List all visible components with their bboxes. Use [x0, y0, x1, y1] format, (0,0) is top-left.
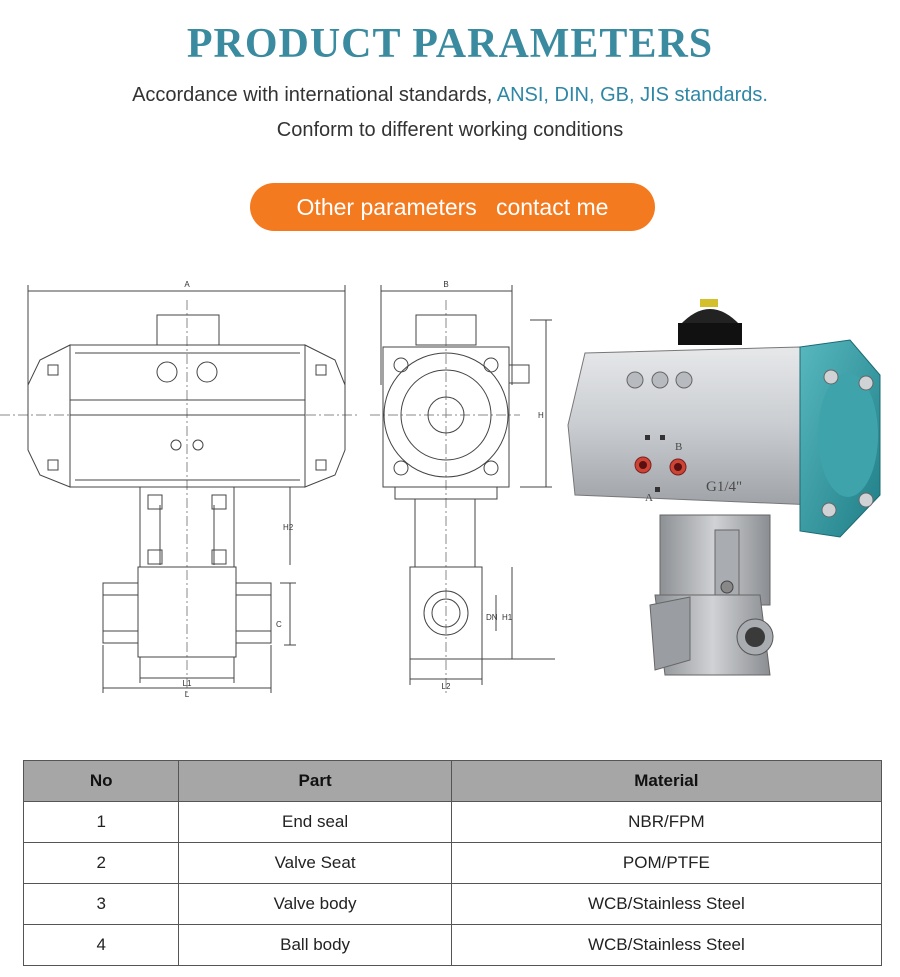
cell-no: 3	[24, 884, 179, 925]
cell-part: Valve Seat	[179, 843, 451, 884]
cell-no: 2	[24, 843, 179, 884]
dim-l2: L2	[441, 682, 451, 691]
table-row	[24, 925, 882, 966]
cell-no: 4	[24, 925, 179, 966]
table-row	[24, 802, 882, 843]
contact-button-label: Other parameters contact me	[296, 193, 609, 220]
table-row	[24, 843, 882, 884]
cell-material: WCB/Stainless Steel	[451, 925, 881, 966]
dim-dn: DN	[486, 613, 498, 622]
dim-l: L	[184, 690, 190, 699]
table-row	[24, 884, 882, 925]
contact-button[interactable]	[250, 183, 655, 231]
cell-part: Valve body	[179, 884, 451, 925]
technical-drawing	[0, 265, 900, 705]
standards-highlight: ANSI, DIN, GB, JIS standards.	[496, 84, 768, 106]
cell-material: WCB/Stainless Steel	[451, 884, 881, 925]
header-material: Material	[451, 761, 881, 802]
dim-c: C	[276, 620, 282, 629]
parameters-table	[23, 760, 882, 966]
cell-part: Ball body	[179, 925, 451, 966]
dim-h2: H2	[283, 523, 294, 532]
cell-material: NBR/FPM	[451, 802, 881, 843]
header-no: No	[24, 761, 179, 802]
port-a-label: A	[645, 492, 653, 504]
front-view	[0, 285, 360, 695]
cell-part: End seal	[179, 802, 451, 843]
dim-h: H	[538, 411, 544, 420]
cell-material: POM/PTFE	[451, 843, 881, 884]
table-header-row	[24, 761, 882, 802]
dim-h1: H1	[502, 613, 513, 622]
cell-no: 1	[24, 802, 179, 843]
side-view	[370, 285, 555, 695]
dim-a: A	[184, 280, 190, 289]
port-b-label: B	[675, 441, 683, 453]
product-photo	[568, 299, 880, 675]
header-part: Part	[179, 761, 451, 802]
dim-l1: L1	[182, 679, 192, 688]
conditions-line: Conform to different working conditions	[276, 119, 624, 141]
page-title: PRODUCT PARAMETERS	[186, 21, 714, 67]
dim-b: B	[443, 280, 449, 289]
standards-line	[0, 84, 900, 107]
standards-prefix: Accordance with international standards,	[132, 84, 497, 106]
thread-label: G1/4"	[706, 479, 743, 495]
